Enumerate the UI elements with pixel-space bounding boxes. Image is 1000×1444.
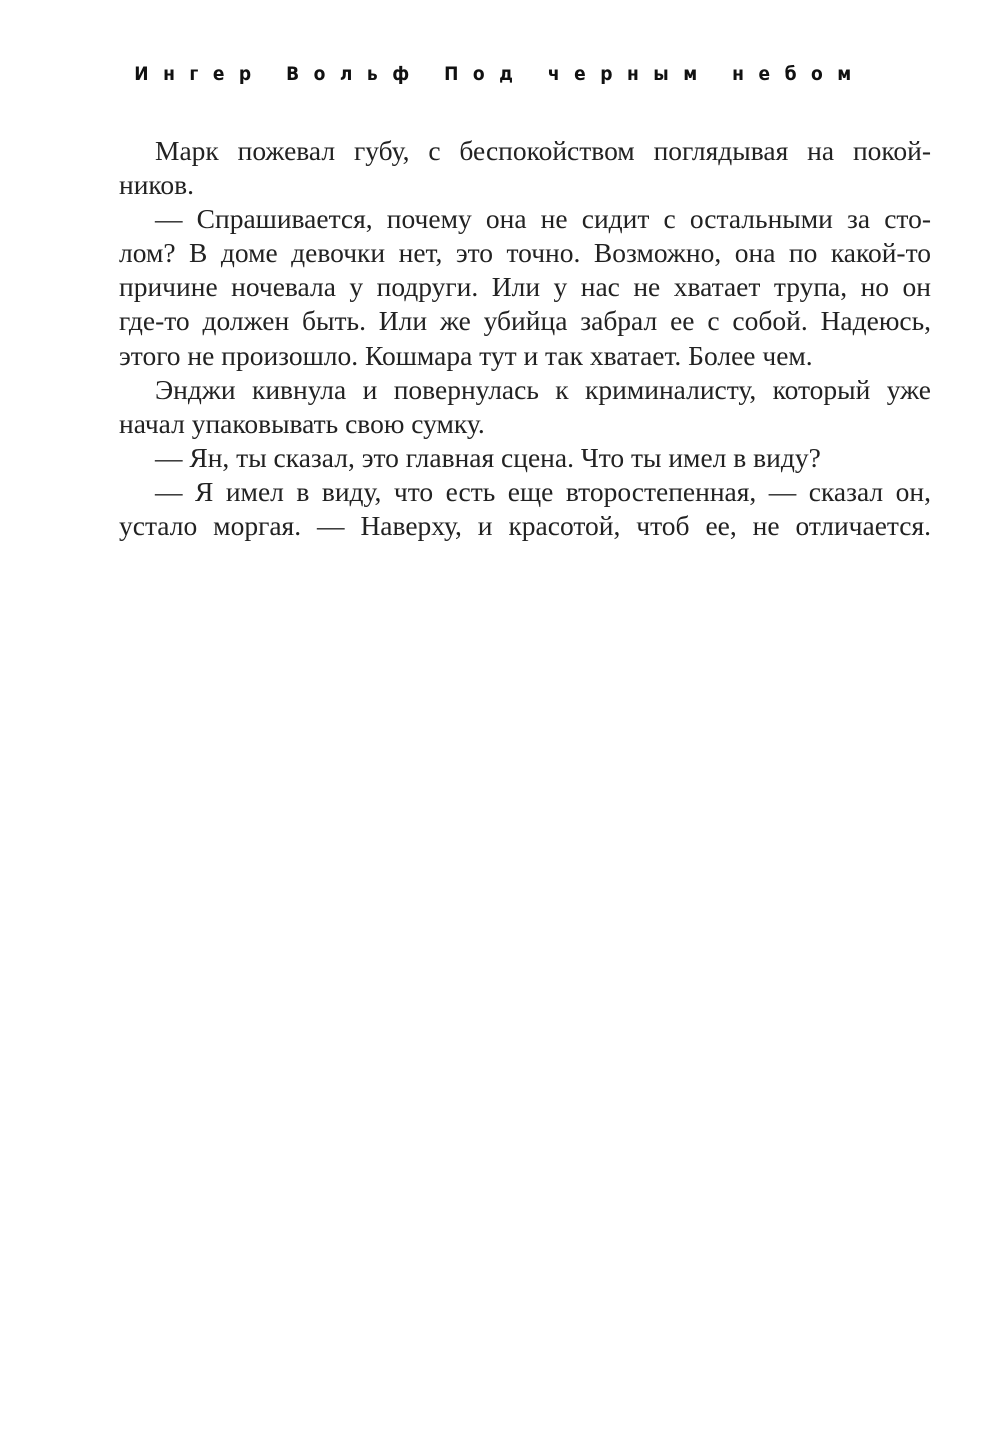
text-line: Энджи кивнула и повернулась к криминалисту, который уже xyxy=(155,373,931,405)
text-line: — Я имел в виду, что есть еще второстепенная, — сказал он, xyxy=(155,475,931,507)
paragraph xyxy=(119,134,931,202)
paragraph xyxy=(119,373,931,441)
text-line: Марк пожевал губу, с беспокойством поглядывая на покой- xyxy=(155,135,931,166)
text-line: этого не произошло. Кошмара тут и так хватает. Более чем. xyxy=(119,339,813,371)
body-text xyxy=(119,134,931,543)
running-head: Ингер Вольф Под черным небом xyxy=(134,63,866,85)
paragraph xyxy=(119,202,931,372)
text-line: ников. xyxy=(119,169,195,201)
text-line: — Спрашивается, почему она не сидит с остальными за сто- xyxy=(155,203,931,235)
text-line: где-то должен быть. Или же убийца забрал ее с собой. Надеюсь, xyxy=(119,305,931,337)
text-line: начал упаковывать свою сумку. xyxy=(119,407,485,439)
text-line: устало моргая. — Наверху, и красотой, чтоб ее, не отличается. xyxy=(119,510,931,542)
paragraph xyxy=(119,475,931,543)
paragraph xyxy=(119,441,931,475)
text-line: лом? В доме девочки нет, это точно. Возможно, она по какой-то xyxy=(119,237,931,269)
text-line: причине ночевала у подруги. Или у нас не хватает трупа, но он xyxy=(119,271,931,303)
text-line: — Ян, ты сказал, это главная сцена. Что ты имел в виду? xyxy=(155,441,821,473)
